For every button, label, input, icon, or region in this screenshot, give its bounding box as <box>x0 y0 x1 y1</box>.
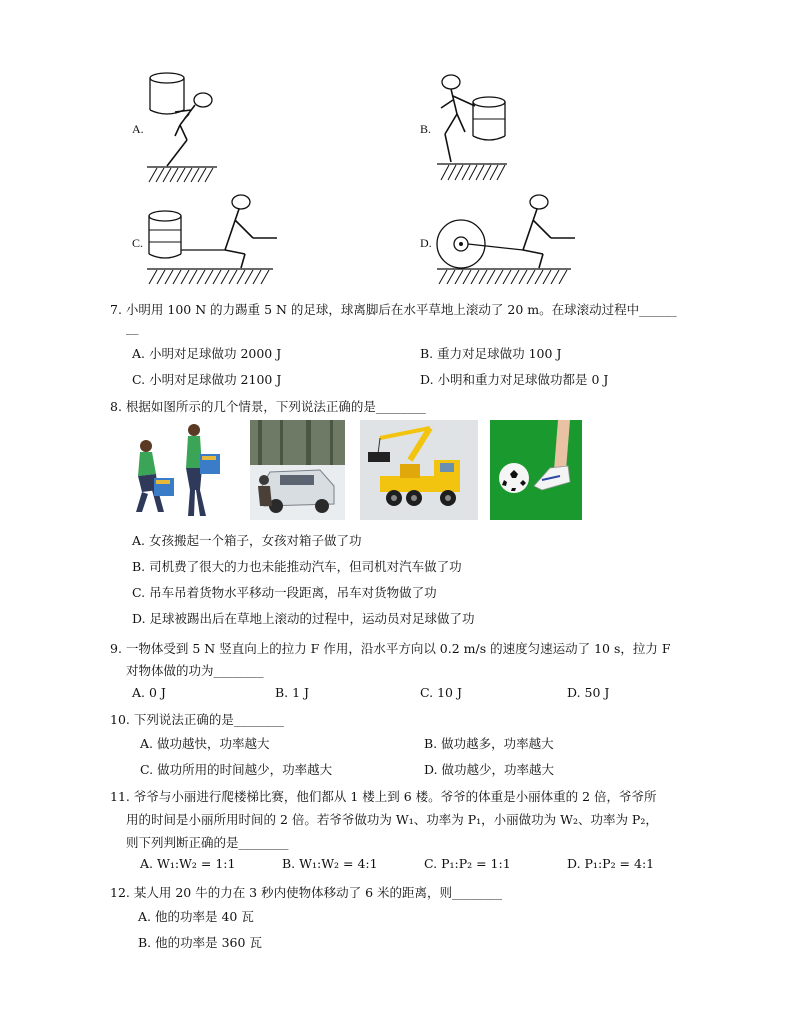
q12-stem: 12. 某人用 20 牛的力在 3 秒内使物体移动了 6 米的距离，则________ <box>110 885 503 900</box>
q11-option-a: A. W₁:W₂ = 1:1 <box>140 856 236 871</box>
q10-option-d: D. 做功越少，功率越大 <box>424 762 555 777</box>
q7-option-c: C. 小明对足球做功 2100 J <box>132 372 282 387</box>
figure-a-label: A. <box>132 122 144 136</box>
q10-stem: 10. 下列说法正确的是________ <box>110 712 284 727</box>
q9-stem: 9. 一物体受到 5 N 竖直向上的拉力 F 作用，沿水平方向以 0.2 m/s 的速度匀速运动了 10 s，拉力 F <box>110 641 671 656</box>
q8-option-d: D. 足球被踢出后在草地上滚动的过程中，运动员对足球做了功 <box>132 611 475 626</box>
q10-option-a: A. 做功越快，功率越大 <box>140 736 270 751</box>
q12-option-b: B. 他的功率是 360 瓦 <box>138 935 262 950</box>
figure-c-label: C. <box>132 236 144 250</box>
figure-d-label: D. <box>420 236 432 250</box>
q9-option-b: B. 1 J <box>275 685 310 700</box>
photo-crane-truck <box>360 420 478 520</box>
q11-line-2: 用的时间是小丽所用时间的 2 倍。若爷爷做功为 W₁、功率为 P₁，小丽做功为 W₂、功率为 P₂， <box>126 812 658 827</box>
q11-option-c: C. P₁:P₂ = 1:1 <box>424 856 511 871</box>
q8-option-a: A. 女孩搬起一个箱子，女孩对箱子做了功 <box>132 533 362 548</box>
q10-option-b: B. 做功越多，功率越大 <box>424 736 554 751</box>
q9-option-d: D. 50 J <box>567 685 610 700</box>
q11-line-3: 则下列判断正确的是________ <box>126 835 289 850</box>
figure-c-pulling-barrel <box>145 192 275 295</box>
q9-option-c: C. 10 J <box>420 685 462 700</box>
figure-b-carrying-barrel <box>435 72 525 190</box>
q8-stem: 8. 根据如图所示的几个情景，下列说法正确的是________ <box>110 399 426 414</box>
q8-option-b: B. 司机费了很大的力也未能推动汽车，但司机对汽车做了功 <box>132 559 462 574</box>
q10-option-c: C. 做功所用的时间越少，功率越大 <box>140 762 333 777</box>
q7-stem-continued: __ <box>126 320 139 335</box>
q9-stem-continued: 对物体做的功为________ <box>126 663 264 678</box>
photo-kicking-football <box>490 420 582 520</box>
q7-option-b: B. 重力对足球做功 100 J <box>420 346 562 361</box>
figure-d-pulling-roller <box>435 192 580 295</box>
q12-option-a: A. 他的功率是 40 瓦 <box>138 909 254 924</box>
q11-option-b: B. W₁:W₂ = 4:1 <box>282 856 378 871</box>
q7-option-d: D. 小明和重力对足球做功都是 0 J <box>420 372 609 387</box>
photo-girl-lifting-box <box>128 420 228 520</box>
q9-option-a: A. 0 J <box>132 685 166 700</box>
q8-option-c: C. 吊车吊着货物水平移动一段距离，吊车对货物做了功 <box>132 585 437 600</box>
photo-pushing-car-in-snow <box>250 420 345 520</box>
q7-stem: 7. 小明用 100 N 的力踢重 5 N 的足球，球离脚后在水平草地上滚动了 20 m。在球滚动过程中______ <box>110 302 677 317</box>
q11-line-1: 11. 爷爷与小丽进行爬楼梯比赛，他们都从 1 楼上到 6 楼。爷爷的体重是小丽体重的 2 倍，爷爷所 <box>110 789 657 804</box>
figure-a-lifting-barrel <box>145 70 235 188</box>
figure-b-label: B. <box>420 122 432 136</box>
q7-option-a: A. 小明对足球做功 2000 J <box>132 346 282 361</box>
q11-option-d: D. P₁:P₂ = 4:1 <box>567 856 655 871</box>
